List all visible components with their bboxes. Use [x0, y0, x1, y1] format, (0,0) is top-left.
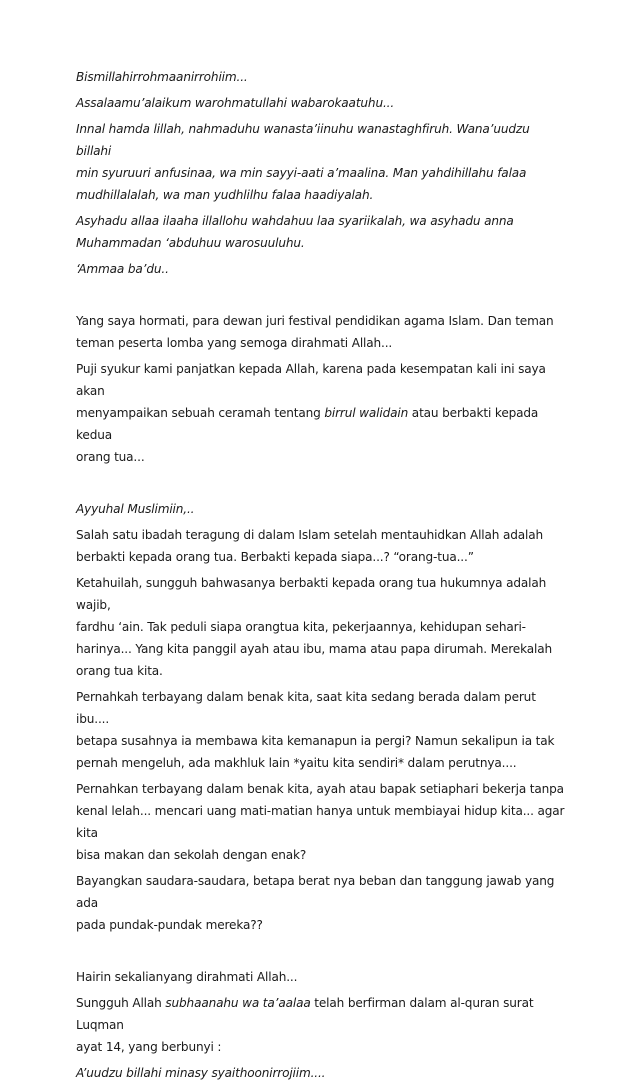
paragraph-2-line-2: fardhu ‘ain. Tak peduli siapa orangtua kita, pekerjaannya, kehidupan sehari- [76, 620, 526, 634]
birrul-walidain-term: birrul walidain [324, 406, 409, 420]
syahadat-line-2: Muhammadan ‘abduhuu warosuuluhu. [76, 236, 305, 250]
paragraph-3 [76, 686, 568, 774]
hamdala-line-3: mudhillalalah, wa man yudhlilhu falaa haadiyalah. [76, 188, 374, 202]
paragraph-2-line-3: harinya... Yang kita panggil ayah atau ibu, mama atau papa dirumah. Merekalah [76, 642, 552, 656]
syahadat-line-1: Asyhadu allaa ilaaha illallohu wahdahuu laa syariikalah, wa asyhadu anna [76, 214, 514, 228]
syahadat-paragraph [76, 210, 568, 254]
paragraph-2-line-4: orang tua kita. [76, 664, 163, 678]
gratitude-line-2-end: atau berbakti kepada kedua [76, 406, 539, 442]
hamdala-paragraph [76, 118, 568, 206]
greeting-paragraph [76, 310, 568, 354]
gratitude-line-2-start: menyampaikan sebuah ceramah tentang [76, 406, 325, 420]
quran-line-2: ayat 14, yang berbunyi : [76, 1040, 222, 1054]
gratitude-line-1: Puji syukur kami panjatkan kepada Allah, karena pada kesempatan kali ini saya akan [76, 362, 546, 398]
paragraph-5-line-2: pada pundak-pundak mereka?? [76, 918, 263, 932]
paragraph-3-line-2: betapa susahnya ia membawa kita kemanapun ia pergi? Namun sekalipun ia tak [76, 734, 555, 748]
gratitude-line-3: orang tua... [76, 450, 145, 464]
paragraph-2 [76, 572, 568, 682]
paragraph-1-line-1: Salah satu ibadah teragung di dalam Islam setelah mentauhidkan Allah adalah [76, 528, 544, 542]
paragraph-1 [76, 524, 568, 568]
paragraph-3-line-1: Pernahkah terbayang dalam benak kita, saat kita sedang berada dalam perut ibu.... [76, 690, 536, 726]
hamdala-line-1: Innal hamda lillah, nahmaduhu wanasta’iinuhu wanastaghfiruh. Wana’uudzu billahi [76, 122, 530, 158]
paragraph-1-line-2: berbakti kepada orang tua. Berbakti kepada siapa...? “orang-tua...” [76, 550, 474, 564]
gratitude-paragraph [76, 358, 568, 468]
hairin-address: Hairin sekalianyang dirahmati Allah... [76, 970, 298, 984]
paragraph-4-line-1: Pernahkan terbayang dalam benak kita, ayah atau bapak setiaphari bekerja tanpa [76, 782, 564, 796]
paragraph-2-line-1: Ketahuilah, sungguh bahwasanya berbakti kepada orang tua hukumnya adalah wajib, [76, 576, 547, 612]
greeting-line-1: Yang saya hormati, para dewan juri festival pendidikan agama Islam. Dan teman [76, 314, 554, 328]
paragraph-4-line-2: kenal lelah... mencari uang mati-matian hanya untuk membiayai hidup kita... agar kita [76, 804, 565, 840]
section-spacer [76, 472, 568, 498]
taawudz-line: A’uudzu billahi minasy syaithoonirrojiim.... [76, 1066, 326, 1080]
document-body [76, 66, 568, 1088]
paragraph-5 [76, 870, 568, 936]
section-spacer [76, 940, 568, 966]
quran-line-1-end: telah berfirman dalam al-quran surat Luqman [76, 996, 534, 1032]
paragraph-4 [76, 778, 568, 866]
ammaa-line: ‘Ammaa ba’du.. [76, 262, 169, 276]
quran-line-1-start: Sungguh Allah [76, 996, 166, 1010]
salam-line: Assalaamu’alaikum warohmatullahi wabarokaatuhu... [76, 96, 395, 110]
ayyuhal-address: Ayyuhal Muslimiin,.. [76, 502, 195, 516]
hamdala-line-2: min syuruuri anfusinaa, wa min sayyi-aati a’maalina. Man yahdihillahu falaa [76, 166, 527, 180]
paragraph-3-line-3: pernah mengeluh, ada makhluk lain *yaitu kita sendiri* dalam perutnya.... [76, 756, 517, 770]
quran-paragraph [76, 992, 568, 1058]
bismillah-line: Bismillahirrohmaanirrohiim... [76, 70, 248, 84]
paragraph-5-line-1: Bayangkan saudara-saudara, betapa berat nya beban dan tanggung jawab yang ada [76, 874, 555, 910]
section-spacer [76, 284, 568, 310]
greeting-line-2: teman peserta lomba yang semoga dirahmati Allah... [76, 336, 393, 350]
paragraph-4-line-3: bisa makan dan sekolah dengan enak? [76, 848, 307, 862]
subhaanahu-term: subhaanahu wa ta’aalaa [165, 996, 311, 1010]
